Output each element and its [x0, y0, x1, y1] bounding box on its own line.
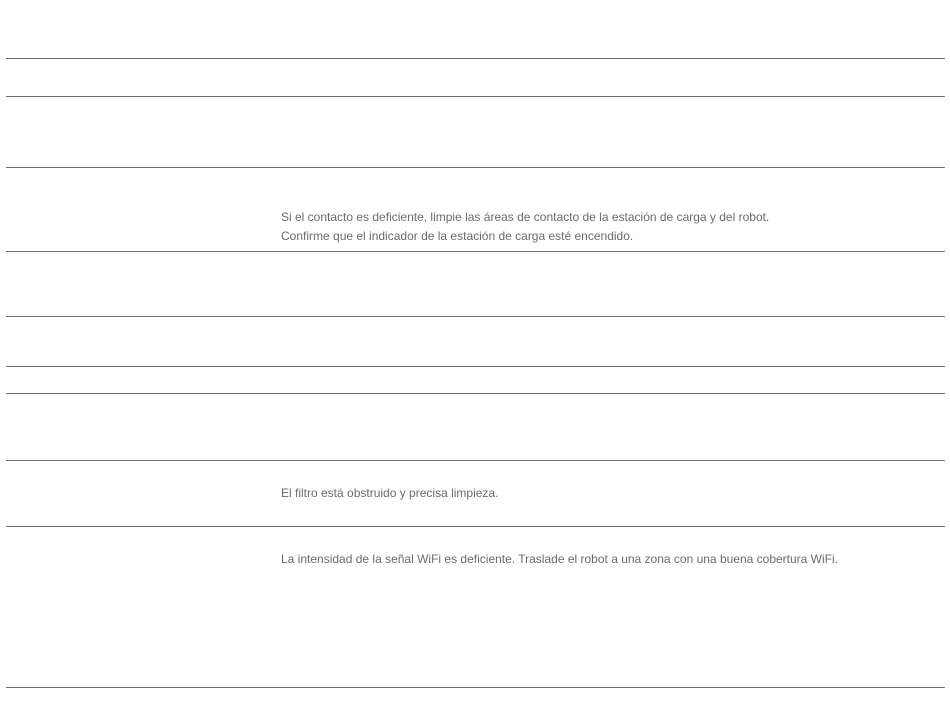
row-divider	[6, 460, 945, 461]
solution-line: La intensidad de la señal WiFi es deficiente. Traslade el robot a una zona con una buena cobertura WiFi.	[281, 552, 838, 566]
row-divider	[6, 96, 945, 97]
solution-line: Confirme que el indicador de la estación de carga esté encendido.	[281, 229, 634, 243]
solution-cell-charging	[281, 208, 769, 246]
row-divider	[6, 687, 945, 688]
row-divider	[6, 393, 945, 394]
row-divider	[6, 251, 945, 252]
solution-cell-wifi	[281, 550, 838, 569]
troubleshooting-table	[6, 0, 945, 704]
solution-line: Si el contacto es deficiente, limpie las áreas de contacto de la estación de carga y del robot.	[281, 210, 770, 224]
row-divider	[6, 58, 945, 59]
solution-cell-filter	[281, 484, 498, 503]
row-divider	[6, 366, 945, 367]
row-divider	[6, 316, 945, 317]
row-divider	[6, 526, 945, 527]
row-divider	[6, 167, 945, 168]
solution-line: El filtro está obstruido y precisa limpieza.	[281, 486, 499, 500]
